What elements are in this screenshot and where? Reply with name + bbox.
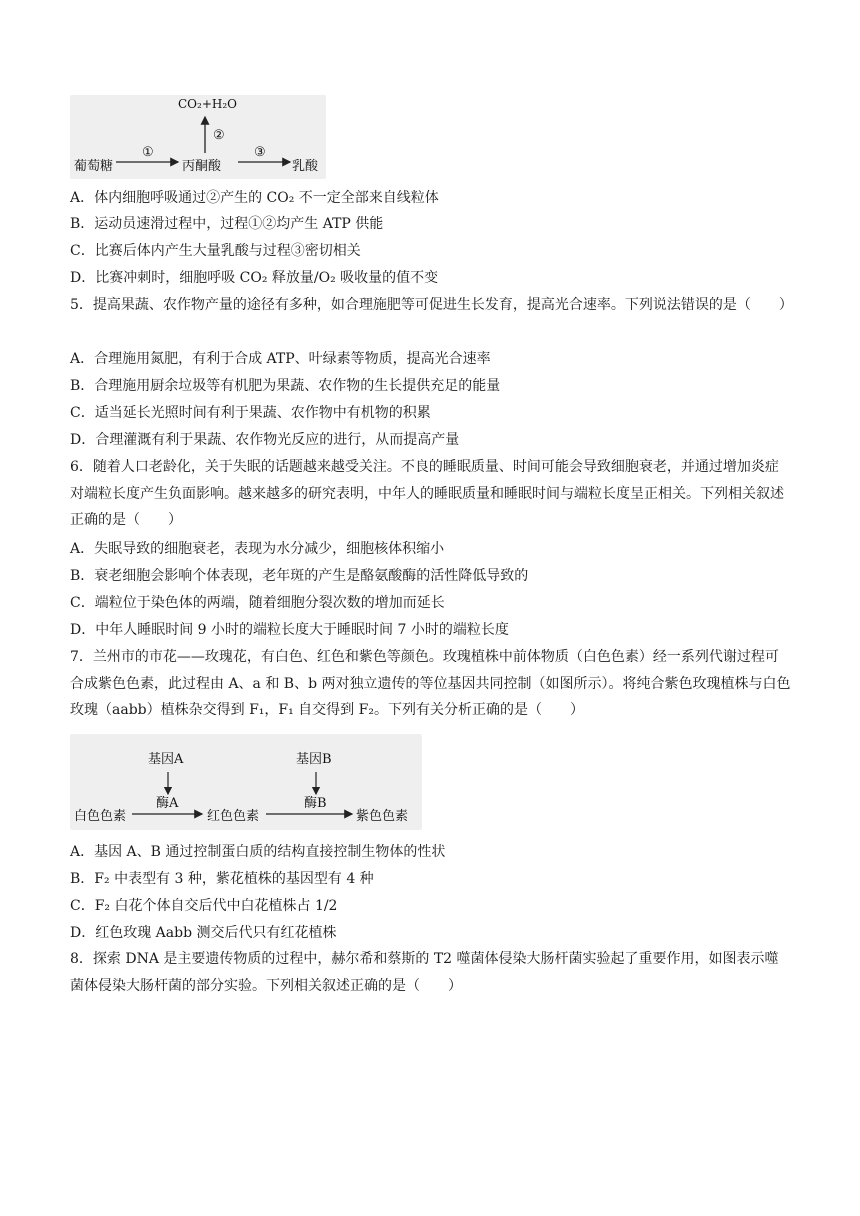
step-1-label: ① [142, 145, 154, 160]
purple-pigment-label: 紫色色素 [356, 809, 409, 824]
enzyme-a-label: 酶A [156, 796, 179, 811]
q6-option-b: B．衰老细胞会影响个体表现，老年斑的产生是酪氨酸酶的活性降低导致的 [70, 568, 529, 584]
q5-option-b: B．合理施用厨余垃圾等有机肥为果蔬、农作物的生长提供充足的能量 [70, 378, 501, 394]
q4-option-d: D．比赛冲刺时，细胞呼吸 CO₂ 释放量/O₂ 吸收量的值不变 [70, 270, 439, 286]
q7-option-c: C．F₂ 白花个体自交后代中白花植株占 1/2 [70, 898, 338, 914]
step-2-label: ② [213, 128, 225, 143]
q6-option-d: D．中年人睡眠时间 9 小时的端粒长度大于睡眠时间 7 小时的端粒长度 [70, 622, 509, 638]
white-pigment-label: 白色色素 [74, 809, 127, 824]
q5-stem: 5．提高果蔬、农作物产量的途径有多种，如合理施肥等可促进生长发育，提高光合速率。下列说法错误的是（ ） [70, 297, 793, 313]
enzyme-b-label: 酶B [304, 796, 327, 811]
q4-option-a: A．体内细胞呼吸通过②产生的 CO₂ 不一定全部来自线粒体 [70, 190, 439, 206]
q4-option-c: C．比赛后体内产生大量乳酸与过程③密切相关 [70, 243, 361, 259]
q5-option-a: A．合理施用氮肥，有利于合成 ATP、叶绿素等物质，提高光合速率 [70, 351, 491, 367]
pigment-pathway-diagram [70, 734, 422, 830]
glucose-label: 葡萄糖 [74, 159, 114, 174]
q7-stem: 7．兰州市的市花——玫瑰花，有白色、红色和紫色等颜色。玫瑰植株中前体物质（白色色素）经一系列代谢过程可合成紫色色素，此过程由 A、a 和 B、b 两对独立遗传的等位基因共同控制（如图所示）。将纯合紫色玫瑰植株与白色玫瑰（aabb）植株杂交得到 F₁，F₁ 自交得到 F₂。下列有关分析正确的是（ ） [70, 649, 791, 718]
q6-stem: 6．随着人口老龄化，关于失眠的话题越来越受关注。不良的睡眠质量、时间可能会导致细胞衰老，并通过增加炎症对端粒长度产生负面影响。越来越多的研究表明，中年人的睡眠质量和睡眠时间与端粒长度呈正相关。下列相关叙述正确的是（ ） [70, 459, 784, 528]
q5-option-c: C．适当延长光照时间有利于果蔬、农作物中有机物的积累 [70, 405, 431, 421]
q6-option-a: A．失眠导致的细胞衰老，表现为水分减少，细胞核体积缩小 [70, 541, 445, 557]
gene-b-label: 基因B [296, 752, 332, 767]
q7-option-b: B．F₂ 中表型有 3 种，紫花植株的基因型有 4 种 [70, 871, 374, 887]
q6-option-c: C．端粒位于染色体的两端，随着细胞分裂次数的增加而延长 [70, 595, 445, 611]
gene-a-label: 基因A [148, 752, 184, 767]
step-3-label: ③ [254, 145, 266, 160]
q5-option-d: D．合理灌溉有利于果蔬、农作物光反应的进行，从而提高产量 [70, 432, 460, 448]
pyruvate-label: 丙酮酸 [182, 159, 222, 174]
red-pigment-label: 红色色素 [207, 809, 260, 824]
respiration-diagram [70, 95, 326, 179]
q8-stem: 8．探索 DNA 是主要遗传物质的过程中，赫尔希和蔡斯的 T2 噬菌体侵染大肠杆菌实验起了重要作用，如图表示噬菌体侵染大肠杆菌的部分实验。下列相关叙述正确的是（ ） [70, 951, 779, 994]
product-co2-h2o: CO₂+H₂O [178, 97, 237, 111]
q4-option-b: B．运动员速滑过程中，过程①②均产生 ATP 供能 [70, 216, 384, 232]
lactate-label: 乳酸 [292, 159, 319, 174]
q7-option-d: D．红色玫瑰 Aabb 测交后代只有红花植株 [70, 925, 337, 941]
q7-option-a: A．基因 A、B 通过控制蛋白质的结构直接控制生物体的性状 [70, 844, 446, 860]
